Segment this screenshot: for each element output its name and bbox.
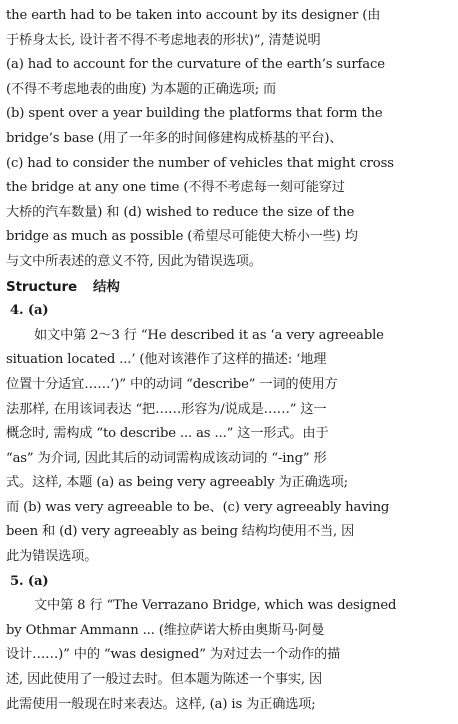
text-line: 此需使用一般现在时来表达。这样, (a) is 为正确选项; [6, 696, 316, 712]
text-line: (b) spent over a year building the platforms that form the [6, 106, 383, 122]
text-line: 述, 因此使用了一般过去时。但本题为陈述一个事实, 因 [6, 672, 323, 688]
text-line: the bridge at any one time (不得不考虑每一刻可能穿过 [6, 180, 345, 196]
text-line: 大桥的汽车数量) 和 (d) wished to reduce the size of the [6, 204, 355, 220]
text-line: (a) had to account for the curvature of the earth’s surface [6, 57, 385, 73]
text-line: 法那样, 在用该词表达 “把……形容为/说成是……” 这一 [6, 401, 327, 417]
text-line: the earth had to be taken into account by its designer (由 [6, 8, 381, 23]
text-line: 设计……)” 中的 “was designed” 为对过去一个动作的描 [6, 647, 341, 663]
text-line: (c) had to consider the number of vehicles that might cross [6, 155, 394, 171]
text-line: 与文中所表述的意义不符, 因此为错误选项。 [6, 253, 262, 269]
answer-item-5 [6, 570, 452, 718]
text-line: bridge as much as possible (希望尽可能使大桥小一些) 均 [6, 229, 358, 245]
text-line: 如文中第 2～3 行 “He described it as ‘a very agreeable [34, 327, 384, 343]
item-number: 5. (a) [10, 573, 49, 589]
item-number: 4. (a) [10, 303, 49, 319]
text-line: 于桥身太长, 设计者不得不考虑地表的形状)”, 清楚说明 [6, 32, 321, 48]
text-line: by Othmar Ammann ... (维拉萨诺大桥由奥斯马·阿曼 [6, 622, 325, 638]
text-line: situation located ...’ (他对该港作了这样的描述: ‘地理 [6, 352, 327, 368]
text-line: 文中第 8 行 “The Verrazano Bridge, which was designed [34, 598, 397, 614]
section-heading-cn: 结构 [92, 278, 120, 295]
section-heading [6, 275, 452, 300]
paragraph-previous-answer [6, 4, 452, 275]
text-line: 此为错误选项。 [6, 549, 98, 565]
text-line: “as” 为介词, 因此其后的动词需构成该动词的 “-ing” 形 [6, 450, 327, 466]
text-line: (不得不考虑地表的曲度) 为本题的正确选项; 而 [6, 81, 277, 97]
section-heading-en: Structure [6, 278, 77, 295]
text-line: bridge’s base (用了一年多的时间修建构成桥基的平台)、 [6, 130, 343, 146]
text-line: 概念时, 需构成 “to describe ... as ...” 这一形式。由于 [6, 426, 329, 442]
answer-item-4 [6, 299, 452, 570]
text-line: 而 (b) was very agreeable to be、(c) very agreeably having [6, 499, 390, 515]
text-line: 式。这样, 本题 (a) as being very agreeably 为正确选项; [6, 475, 348, 491]
text-line: been 和 (d) very agreeably as being 结构均使用不当, 因 [6, 524, 355, 540]
text-line: 位置十分适宜……’)” 中的动词 “describe” 一词的使用方 [6, 376, 338, 392]
